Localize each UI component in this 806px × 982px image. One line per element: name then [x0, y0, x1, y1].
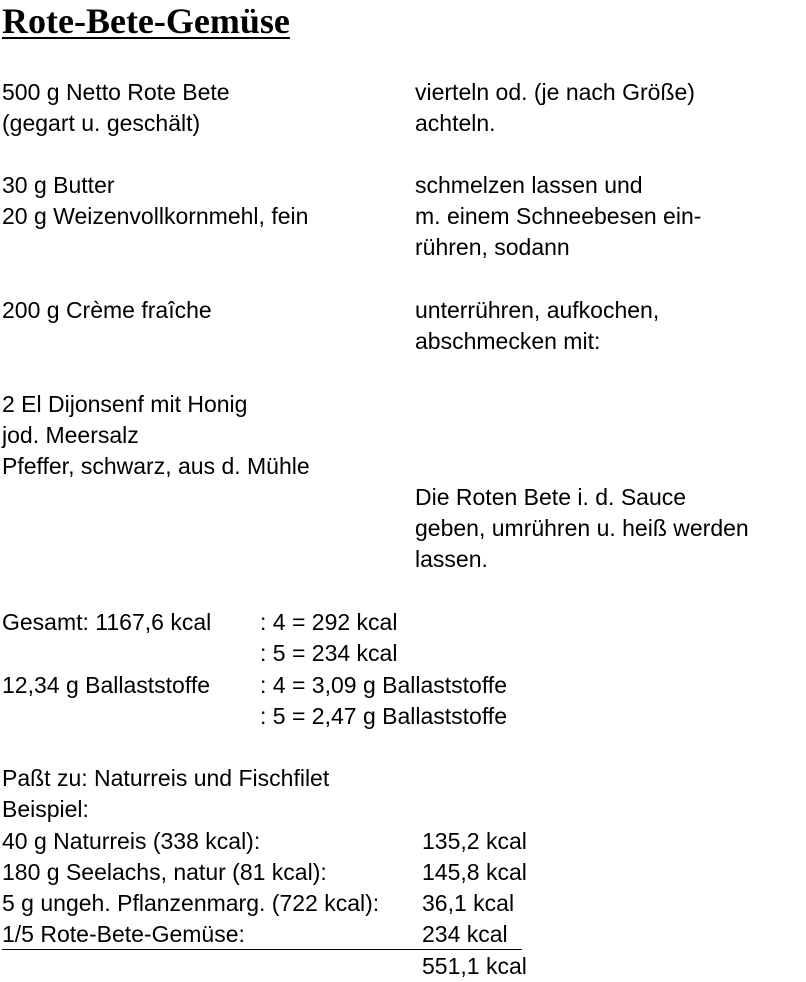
example-item-value: 36,1 kcal	[422, 890, 515, 916]
instruction-line: unterrühren, aufkochen,	[415, 297, 660, 323]
sum-underline	[2, 949, 522, 950]
fiber-per-5: : 5 = 2,47 g Ballaststoffe	[260, 703, 507, 729]
pairing-heading: Paßt zu: Naturreis und Fischfilet	[2, 765, 330, 791]
ingredient-line: 20 g Weizenvollkornmehl, fein	[2, 203, 309, 229]
instruction-line: schmelzen lassen und	[415, 172, 643, 198]
ingredient-line: 500 g Netto Rote Bete	[2, 79, 230, 105]
total-sum: 551,1 kcal	[422, 953, 527, 979]
ingredient-line: 30 g Butter	[2, 172, 115, 198]
recipe-title: Rote-Bete-Gemüse	[2, 1, 290, 41]
example-label: Beispiel:	[2, 796, 89, 822]
ingredient-line: 200 g Crème fraîche	[2, 297, 212, 323]
instruction-line: vierteln od. (je nach Größe)	[415, 79, 695, 105]
instruction-line: geben, umrühren u. heiß werden	[415, 515, 749, 541]
instruction-line: abschmecken mit:	[415, 328, 601, 354]
kcal-per-5: : 5 = 234 kcal	[260, 640, 398, 666]
kcal-per-4: : 4 = 292 kcal	[260, 609, 398, 635]
example-item-label: 180 g Seelachs, natur (81 kcal):	[2, 859, 327, 885]
example-item-label: 5 g ungeh. Pflanzenmarg. (722 kcal):	[2, 890, 380, 916]
instruction-line: achteln.	[415, 110, 496, 136]
instruction-line: lassen.	[415, 546, 488, 572]
total-kcal-label: Gesamt: 1167,6 kcal	[2, 609, 212, 635]
example-item-value: 145,8 kcal	[422, 859, 527, 885]
ingredient-line: (gegart u. geschält)	[2, 110, 201, 136]
example-item-value: 135,2 kcal	[422, 828, 527, 854]
instruction-line: rühren, sodann	[415, 234, 570, 260]
example-item-label: 40 g Naturreis (338 kcal):	[2, 828, 261, 854]
ingredient-line: Pfeffer, schwarz, aus d. Mühle	[2, 453, 310, 479]
example-item-value: 234 kcal	[422, 921, 508, 947]
instruction-line: m. einem Schneebesen ein-	[415, 203, 702, 229]
ingredient-line: jod. Meersalz	[2, 422, 139, 448]
example-item-label: 1/5 Rote-Bete-Gemüse:	[2, 921, 245, 947]
fiber-label: 12,34 g Ballaststoffe	[2, 672, 210, 698]
ingredient-line: 2 El Dijonsenf mit Honig	[2, 391, 248, 417]
instruction-line: Die Roten Bete i. d. Sauce	[415, 484, 687, 510]
fiber-per-4: : 4 = 3,09 g Ballaststoffe	[260, 672, 507, 698]
